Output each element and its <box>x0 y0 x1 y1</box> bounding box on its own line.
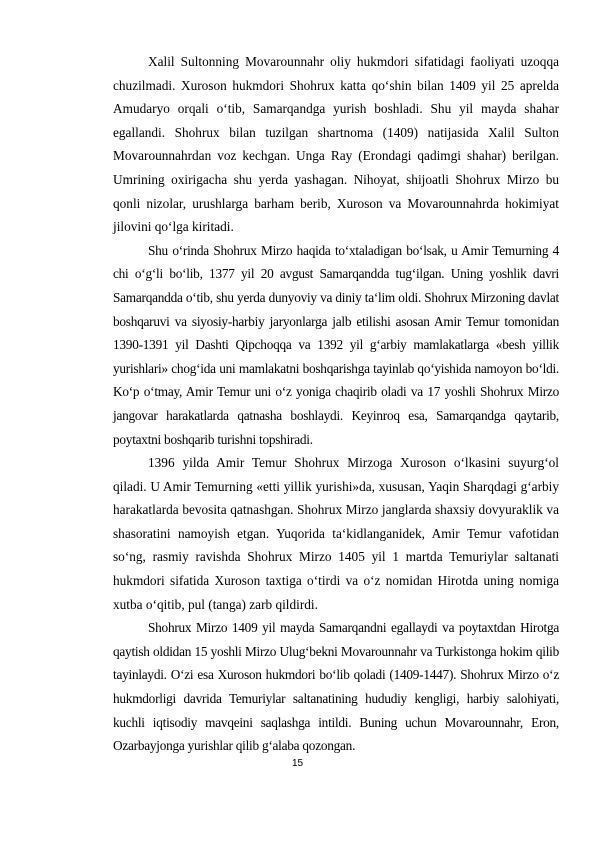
paragraph-3: 1396 yilda Amir Temur Shohrux Mirzoga Xuroson o‘lkasini suyurg‘ol qiladi. U Amir Temurning «etti yillik yurishi»da, xususan, Yaqin Sharqdagi g‘arbiy harakatlarda bevosita qatnashgan. Shohrux Mirzo janglarda shaxsiy dovyuraklik va shasoratini namoyish etgan. Yuqorida ta‘kidlanganidek, Amir Temur vafotidan so‘ng, rasmiy ravishda Shohrux Mirzo 1405 yil 1 martda Temuriylar saltanati hukmdori sifatida Xuroson taxtiga o‘tirdi va o‘z nomidan Hirotda uning nomiga xutba o‘qitib, pul (tanga) zarb qildirdi. <box>113 455 559 612</box>
body-text <box>113 50 559 758</box>
paragraph-1: Xalil Sultonning Movarounnahr oliy hukmdori sifatidagi faoliyati uzoqqa chuzilmadi. Xuroson hukmdori Shohrux katta qo‘shin bilan 1409 yil 25 aprelda Amudaryo orqali o‘tib, Samarqandga yurish boshladi. Shu yil mayda shahar egallandi. Shohrux bilan tuzilgan shartnoma (1409) natijasida Xalil Sulton Movarounnahrdan voz kechgan. Unga Ray (Erondagi qadimgi shahar) berilgan. Umrining oxirigacha shu yerda yashagan. Nihoyat, shijoatli Shohrux Mirzo bu qonli nizolar, urushlarga barham berib, Xuroson va Movarounnahrda hokimiyat jilovini qo‘lga kiritadi. <box>113 54 559 235</box>
paragraph-4: Shohrux Mirzo 1409 yil mayda Samarqandni egallaydi va poytaxtdan Hirotga qaytish oldidan 15 yoshli Mirzo Ulug‘bekni Movarounnahr va Turkistonga hokim qilib tayinlaydi. O‘zi esa Xuroson hukmdori bo‘lib qoladi (1409-1447). Shohrux Mirzo o‘z hukmdorligi davrida Temuriylar saltanatining hududiy kengligi, harbiy salohiyati, kuchli iqtisodiy mavqeini saqlashga intildi. Buning uchun Movarounnahr, Eron, Ozarbayjonga yurishlar qilib g‘alaba qozongan. <box>113 620 559 754</box>
page-number: 15 <box>291 758 304 769</box>
paragraph-2: Shu o‘rinda Shohrux Mirzo haqida to‘xtaladigan bo‘lsak, u Amir Temurning 4 chi o‘g‘li bo‘lib, 1377 yil 20 avgust Samarqandda tug‘ilgan. Uning yoshlik davri Samarqandda o‘tib, shu yerda dunyoviy va diniy ta‘lim oldi. Shohrux Mirzoning davlat boshqaruvi va siyosiy-harbiy jaryonlarga jalb etilishi asosan Amir Temur tomonidan 1390-1391 yil Dashti Qipchoqqa va 1392 yil g‘arbiy mamlakatlarga «besh yillik yurishlari» chog‘ida uni mamlakatni boshqarishga tayinlab qo‘yishida namoyon bo‘ldi. Ko‘p o‘tmay, Amir Temur uni o‘z yoniga chaqirib oladi va 17 yoshli Shohrux Mirzo jangovar harakatlarda qatnasha boshlaydi. Keyinroq esa, Samarqandga qaytarib, poytaxtni boshqarib turishni topshiradi. <box>113 242 559 447</box>
